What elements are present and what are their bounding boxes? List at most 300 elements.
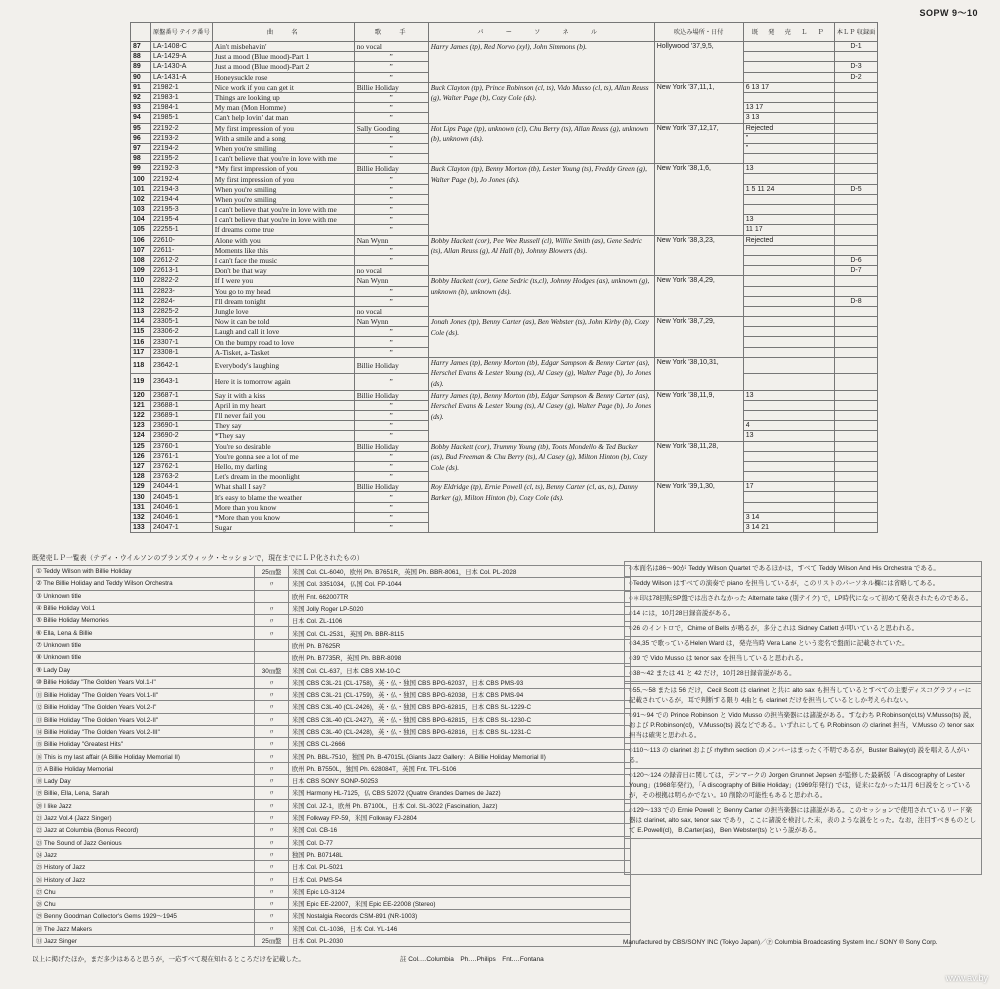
lp-format: 〃 [255,701,289,713]
track-vocalist: ” [354,492,428,502]
track-title: Everybody's laughing [212,357,354,373]
disc-side: D-3 [834,62,878,72]
track-vocalist: ” [354,337,428,347]
lp-list-row [33,811,631,823]
disc-side [834,194,878,204]
matrix-number: 22194-2 [151,143,213,153]
disc-side [834,357,878,373]
track-title: I'll never fail you [212,410,354,420]
header-no [131,23,151,42]
track-vocalist: Sally Gooding [354,123,428,133]
previous-lp-refs: 17 [743,482,834,492]
track-number: 132 [131,512,151,522]
disc-side [834,103,878,113]
lp-release: 米国 CBS C3L-40 (CL-2428)，英・仏・独国 CBS BPG-62816，日本 CBS SL-1231-C [289,725,631,737]
table-row [131,42,878,52]
previous-lp-refs [743,306,834,316]
lp-list-row [33,836,631,848]
previous-lp-refs [743,92,834,102]
lp-list-row [33,639,631,651]
session-personnel: Buck Clayton (tp), Benny Morton (tb), Lester Young (ts), Freddy Green (g), Walter Page (b), Jo Jones (ds). [428,164,654,235]
lp-release: 米国 Col. CL-1036，日本 Col. YL-146 [289,922,631,934]
lp-title: ① Teddy Wilson with Billie Holiday [33,566,255,578]
track-vocalist: Billie Holiday [354,82,428,92]
track-title: Ain't misbehavin' [212,42,354,52]
disc-side [834,225,878,235]
session-recording-date: New York '37,12,17, [654,123,743,164]
track-number: 114 [131,317,151,327]
note-item: ○91～94 での Prince Robinson と Vido Musso の担当楽器には諸説がある。すなわち P.Robinson(cl,ts) V.Musso(ts) 説，および P.Robinson(cl)，V.Musso(ts) 説などである。いずれにしても P.Robinson の clarinet 担当，V.Musso の tenor sax 担当は確実と思われる。 [625,709,981,744]
track-number: 88 [131,52,151,62]
previous-lp-refs [743,441,834,451]
disc-side [834,154,878,164]
lp-format: 〃 [255,725,289,737]
lp-format: 〃 [255,627,289,639]
lp-list-row [33,762,631,774]
track-title: If I were you [212,276,354,286]
matrix-number: 23642-1 [151,357,213,373]
note-item: ○26 のイントロで，Chime of Bells が鳴るが，多分これは Sidney Catlett が叩いていると思われる。 [625,622,981,637]
matrix-number: 21985-1 [151,113,213,123]
track-vocalist: ” [354,174,428,184]
track-number: 125 [131,441,151,451]
track-vocalist: ” [354,347,428,357]
track-number: 111 [131,286,151,296]
session-recording-date: New York '38,1,6, [654,164,743,235]
track-number: 128 [131,472,151,482]
note-item: ○Teddy Wilson はすべての演奏で piano を担当しているが，このリストのパーソネル欄には省略してある。 [625,577,981,592]
lp-title: ⑪ Billie Holiday "The Golden Years Vol.1-II" [33,688,255,700]
disc-side [834,390,878,400]
disc-side [834,123,878,133]
track-number: 129 [131,482,151,492]
lp-release: 米国 Col. CL-637，日本 CBS XM-10-C [289,664,631,676]
matrix-number: 23689-1 [151,410,213,420]
matrix-number: 22195-4 [151,215,213,225]
previous-lp-refs: 13 [743,390,834,400]
track-number: 94 [131,113,151,123]
lp-format: 〃 [255,836,289,848]
matrix-number: 23687-1 [151,390,213,400]
matrix-number: 23307-1 [151,337,213,347]
matrix-number: 22823- [151,286,213,296]
disc-side [834,327,878,337]
manufacturer-line: Manufactured by CBS/SONY INC (Tokyo Japan)／Ⓟ Columbia Broadcasting System Inc./ SONY ® Sony Corp. [623,939,938,946]
matrix-number: 24046-1 [151,512,213,522]
lp-title: ㉑ Jazz Vol.4 (Jazz Singer) [33,811,255,823]
session-personnel: Buck Clayton (tp), Prince Robinson (cl, ts), Vido Musso (cl, ts), Allan Reuss (g), Walter Page (b), Cozy Cole (ds). [428,82,654,123]
lp-title: ⑥ Ella, Lena & Billie [33,627,255,639]
track-title: I'll dream tonight [212,296,354,306]
track-vocalist: ” [354,472,428,482]
track-rows [131,42,878,533]
lp-format: 〃 [255,713,289,725]
table-row [131,482,878,492]
lp-list-row [33,934,631,946]
lp-format: 〃 [255,885,289,897]
lp-release: 日本 Col. ZL-1106 [289,615,631,627]
track-title: *My first impression of you [212,164,354,174]
lp-release: 米国 Col. D-77 [289,836,631,848]
track-vocalist: ” [354,103,428,113]
lp-release: 日本 Col. PL-2030 [289,934,631,946]
track-number: 97 [131,143,151,153]
matrix-number: 21984-1 [151,103,213,113]
lp-title: ⑮ Billie Holiday "Greatest Hits" [33,738,255,750]
disc-side [834,441,878,451]
lp-list-abbrev: 註 Col.…Columbia Ph.…Philips Fnt.…Fontana [400,956,544,963]
track-vocalist: ” [354,296,428,306]
disc-side: D-8 [834,296,878,306]
previous-lp-refs [743,461,834,471]
lp-list-row [33,713,631,725]
disc-side: D-6 [834,255,878,265]
lp-format: 〃 [255,910,289,922]
track-title: When you're smiling [212,194,354,204]
lp-release: 米国 CBS C3L-40 (CL-2426)，英・仏・独国 CBS BPG-62815，日本 CBS SL-1229-C [289,701,631,713]
track-number: 109 [131,266,151,276]
matrix-number: 23762-1 [151,461,213,471]
track-title: My man (Mon Homme) [212,103,354,113]
lp-title: ㉛ Jazz Singer [33,934,255,946]
disc-side [834,374,878,390]
session-recording-date: New York '38,10,31, [654,357,743,390]
track-title: When you're smiling [212,143,354,153]
track-number: 120 [131,390,151,400]
matrix-number: LA-1429-A [151,52,213,62]
previous-lp-refs [743,286,834,296]
header-matrix: 原盤番号 テイク番号 [151,23,213,42]
matrix-number: 22822-2 [151,276,213,286]
lp-format: 25㎝盤 [255,934,289,946]
track-title: On the bumpy road to love [212,337,354,347]
track-number: 92 [131,92,151,102]
note-item: ○120～124 の録音日に関しては，デンマークの Jorgen Grunnet Jepsen が監修した最新版「A discography of Lester Young」(1968年発行)，「A discography of Billie Holiday」(1969年発行) では，従来になかった11月 6日説をとっているが，その根拠は明らかでない。10 削除の可能性もあると思われる。 [625,769,981,804]
previous-lp-refs [743,52,834,62]
matrix-number: 22194-4 [151,194,213,204]
track-title: You're gonna see a lot of me [212,451,354,461]
matrix-number: 22195-2 [151,154,213,164]
track-title: Now it can be told [212,317,354,327]
track-number: 90 [131,72,151,82]
lp-format: 25㎝盤 [255,566,289,578]
matrix-number: 22255-1 [151,225,213,235]
track-number: 131 [131,502,151,512]
disc-side: D-2 [834,72,878,82]
track-title: You're so desirable [212,441,354,451]
track-vocalist: Billie Holiday [354,357,428,373]
lp-release: 米国 Col. JZ-1，欧州 Ph. B7100L，日本 Col. SL-3022 (Fascination, Jazz) [289,799,631,811]
previous-lp-refs [743,296,834,306]
header-personnel: パ ー ソ ネ ル [428,23,654,42]
disc-side [834,235,878,245]
track-title: They say [212,421,354,431]
disc-side [834,276,878,286]
track-number: 122 [131,410,151,420]
previous-lp-refs: ” [743,133,834,143]
disc-side [834,164,878,174]
table-row [131,357,878,373]
lp-format: 〃 [255,898,289,910]
matrix-number: 22192-3 [151,164,213,174]
matrix-number: 22193-2 [151,133,213,143]
previous-lp-refs: Rejected [743,123,834,133]
track-number: 105 [131,225,151,235]
lp-format: 〃 [255,811,289,823]
previous-lp-refs: 3 13 [743,113,834,123]
track-number: 126 [131,451,151,461]
session-recording-date: New York '38,11,28, [654,441,743,482]
previous-lp-refs: 1 5 11 24 [743,184,834,194]
track-vocalist: ” [354,451,428,461]
lp-format: 〃 [255,775,289,787]
lp-title: ㉓ The Sound of Jazz Genious [33,836,255,848]
disc-side [834,410,878,420]
session-personnel: Bobby Hackett (cor), Pee Wee Russell (cl), Willie Smith (as), Gene Sedric (ts), Allan Reuss (g), Al Hall (b), Johnny Blowers (ds). [428,235,654,276]
track-vocalist: ” [354,92,428,102]
session-personnel: Roy Eldridge (tp), Ernie Powell (cl, ts), Benny Carter (cl, as, ts), Danny Barker (g), Milton Hinton (b), Cozy Cole (ds). [428,482,654,533]
track-title: Moments like this [212,245,354,255]
lp-list-row [33,922,631,934]
note-item: ○39 で Vido Musso は tenor sax を担当していると思われる。 [625,652,981,667]
track-vocalist: ” [354,62,428,72]
disc-side [834,512,878,522]
matrix-number: 23761-1 [151,451,213,461]
disc-side [834,347,878,357]
previous-lp-refs [743,357,834,373]
lp-release: 米国 Ph. BBL-7510，独国 Ph. B-47015L (Giants Jazz Gallery：A Billie Holiday Memorial II) [289,750,631,762]
track-vocalist: ” [354,286,428,296]
previous-lp-refs [743,245,834,255]
note-item: ○本面名は86～90が Teddy Wilson Quartet であるほかは，すべて Teddy Wilson And His Orchestra である。 [625,562,981,577]
disc-side [834,82,878,92]
lp-list-row [33,910,631,922]
track-vocalist: no vocal [354,266,428,276]
lp-title: ④ Billie Holiday Vol.1 [33,602,255,614]
header-disc-side: 本ＬＰ 収録面 [834,23,878,42]
lp-list-row [33,627,631,639]
disc-side: D-5 [834,184,878,194]
lp-format: 〃 [255,824,289,836]
track-number: 119 [131,374,151,390]
track-vocalist: ” [354,113,428,123]
lp-list-row [33,750,631,762]
matrix-number: LA-1430-A [151,62,213,72]
lp-format [255,652,289,664]
track-number: 89 [131,62,151,72]
lp-list-footer: 以上に掲げたほか，まだ多少はあると思うが，一応すべて現在知れるところだけを記載した。 [32,956,305,963]
track-number: 112 [131,296,151,306]
track-vocalist: ” [354,255,428,265]
lp-title: ㉙ Benny Goodman Collector's Gems 1929～1945 [33,910,255,922]
lp-list-row [33,725,631,737]
track-number: 99 [131,164,151,174]
table-row [131,276,878,286]
session-personnel: Bobby Hackett (cor), Trummy Young (tb), Toots Mondello & Ted Bucker (as), Bud Freeman & Chu Berry (ts), Al Casey (g), Milton Hinton (b), Cozy Cole (ds). [428,441,654,482]
previous-lp-refs [743,255,834,265]
track-title: *They say [212,431,354,441]
track-title: Laugh and call it love [212,327,354,337]
track-title: It's easy to blame the weather [212,492,354,502]
matrix-number: 23690-2 [151,431,213,441]
matrix-number: 23306-2 [151,327,213,337]
lp-release: 米国 Nostalgia Records CSM-891 (NR-1003) [289,910,631,922]
lp-list-row [33,578,631,590]
lp-list-row [33,566,631,578]
lp-list-row [33,688,631,700]
track-title: Nice work if you can get it [212,82,354,92]
disc-side [834,337,878,347]
previous-lp-refs: 11 17 [743,225,834,235]
lp-format: 〃 [255,861,289,873]
lp-title: ⑬ Billie Holiday "The Golden Years Vol.2-II" [33,713,255,725]
track-vocalist: no vocal [354,42,428,52]
track-title: Let's dream in the moonlight [212,472,354,482]
session-personnel: Bobby Hackett (cor), Gene Sedric (ts,cl), Johnny Hodges (as), unknown (g), unknown (b), unknown (ds). [428,276,654,317]
track-title: What shall I say? [212,482,354,492]
track-number: 102 [131,194,151,204]
track-title: You go to my head [212,286,354,296]
track-vocalist: ” [354,374,428,390]
session-recording-date: New York '38,4,29, [654,276,743,317]
track-number: 87 [131,42,151,52]
lp-list-row [33,664,631,676]
lp-release: 米国 Col. 3351034，仏国 Col. FP-1044 [289,578,631,590]
previous-lp-refs [743,337,834,347]
header-recording: 吹込み場所・日付 [654,23,743,42]
matrix-number: 23305-1 [151,317,213,327]
lp-list-row [33,701,631,713]
previous-lp-refs: 13 17 [743,103,834,113]
lp-release: 米国 Jolly Roger LP-5020 [289,602,631,614]
matrix-number: 22613-1 [151,266,213,276]
disc-side [834,482,878,492]
lp-title: ⑤ Billie Holiday Memories [33,615,255,627]
note-item: ○34,35 で歌っているHelen Ward は，発売当時 Vera Lane という変名で盤面に記載されていた。 [625,637,981,652]
lp-title: ㉘ Chu [33,898,255,910]
disc-side [834,113,878,123]
previous-lp-refs: 13 [743,431,834,441]
lp-release: 独国 Ph. B07148L [289,848,631,860]
track-vocalist: Nan Wynn [354,317,428,327]
previous-lp-refs: 3 14 21 [743,523,834,533]
track-number: 123 [131,421,151,431]
track-title: *More than you know [212,512,354,522]
disc-side [834,215,878,225]
lp-format: 〃 [255,787,289,799]
lp-format: 〃 [255,799,289,811]
lp-release: 米国 CBS CL-2666 [289,738,631,750]
matrix-number: LA-1408-C [151,42,213,52]
header-lp: 既 発 売 Ｌ Ｐ [743,23,834,42]
lp-title: ㉔ Jazz [33,848,255,860]
previous-lp-refs [743,194,834,204]
track-vocalist: ” [354,461,428,471]
lp-release: 米国 Harmony HL-7125，仏 CBS 52072 (Quatre Grandes Dames de Jazz) [289,787,631,799]
lp-title: ⑯ This is my last affair (A Billie Holiday Memorial II) [33,750,255,762]
track-vocalist: Nan Wynn [354,276,428,286]
track-number: 91 [131,82,151,92]
note-item: ○55,～58 または 56 だけ，Cecil Scott は clarinet と共に alto sax も担当しているとすべての主要ディスコグラフィーに記載されているが，耳で判断する限り 4曲とも clarinet だけを担当しているとしか考えられない。 [625,684,981,709]
matrix-number: 21982-1 [151,82,213,92]
lp-format: 〃 [255,750,289,762]
track-title: Things are looking up [212,92,354,102]
session-recording-date: New York '39,1,30, [654,482,743,533]
disc-side: D-1 [834,42,878,52]
previous-lp-refs [743,400,834,410]
track-vocalist: ” [354,184,428,194]
disc-side [834,245,878,255]
track-number: 116 [131,337,151,347]
lp-title: ⑨ Lady Day [33,664,255,676]
lp-release: 欧州 Fnt. 662007TR [289,590,631,602]
session-personnel: Harry James (tp), Benny Morton (tb), Edgar Sampson & Benny Carter (as), Herschel Evans & Lester Young (ts), Al Casey (g), Walter Page (b), Jo Jones (ds). [428,390,654,441]
track-vocalist: ” [354,327,428,337]
matrix-number: 22825-2 [151,306,213,316]
table-row [131,317,878,327]
track-number: 118 [131,357,151,373]
session-recording-date: Hollywood '37,9,5, [654,42,743,83]
track-title: Just a mood (Blue mood)-Part 1 [212,52,354,62]
track-vocalist: ” [354,225,428,235]
matrix-number: 23643-1 [151,374,213,390]
disc-side [834,306,878,316]
lp-release: 欧州 Ph. B7735R，英国 Ph. BBR-8098 [289,652,631,664]
track-vocalist: ” [354,523,428,533]
track-vocalist: ” [354,245,428,255]
lp-format: 〃 [255,602,289,614]
track-number: 130 [131,492,151,502]
previous-lp-refs [743,327,834,337]
matrix-number: 22194-3 [151,184,213,194]
disc-side [834,317,878,327]
lp-release: 米国 CBS C3L-21 (CL-1759)，英・仏・独国 CBS BPG-62038，日本 CBS PMS-94 [289,688,631,700]
lp-format: 〃 [255,578,289,590]
recording-table [130,22,878,533]
previous-lp-refs [743,502,834,512]
track-vocalist: ” [354,133,428,143]
track-number: 124 [131,431,151,441]
previous-lp-refs: 13 [743,164,834,174]
disc-side [834,286,878,296]
lp-title: ⑦ Unknown title [33,639,255,651]
session-recording-date: New York '38,3,23, [654,235,743,276]
table-row [131,164,878,174]
track-vocalist: Billie Holiday [354,390,428,400]
track-number: 115 [131,327,151,337]
session-recording-date: New York '38,7,29, [654,317,743,358]
header-artist: 歌 手 [354,23,428,42]
watermark: www.av.by [945,973,988,983]
track-title: A-Tisket, a-Tasket [212,347,354,357]
track-number: 117 [131,347,151,357]
catalog-code: SOPW 9～10 [919,8,978,18]
disc-side [834,143,878,153]
track-title: With a smile and a song [212,133,354,143]
matrix-number: 22824- [151,296,213,306]
track-title: Say it with a kiss [212,390,354,400]
matrix-number: 22610- [151,235,213,245]
previous-lp-refs [743,42,834,52]
lp-format: 〃 [255,676,289,688]
previous-lp-refs: Rejected [743,235,834,245]
note-item: ○110～113 の clarinet および rhythm section のメンバーはまったく不明であるが，Buster Bailey(cl) 説を唱える人がいる。 [625,744,981,769]
track-title: My first impression of you [212,174,354,184]
previous-lp-refs [743,317,834,327]
lp-format [255,639,289,651]
track-title: More than you know [212,502,354,512]
track-title: I can't face the music [212,255,354,265]
